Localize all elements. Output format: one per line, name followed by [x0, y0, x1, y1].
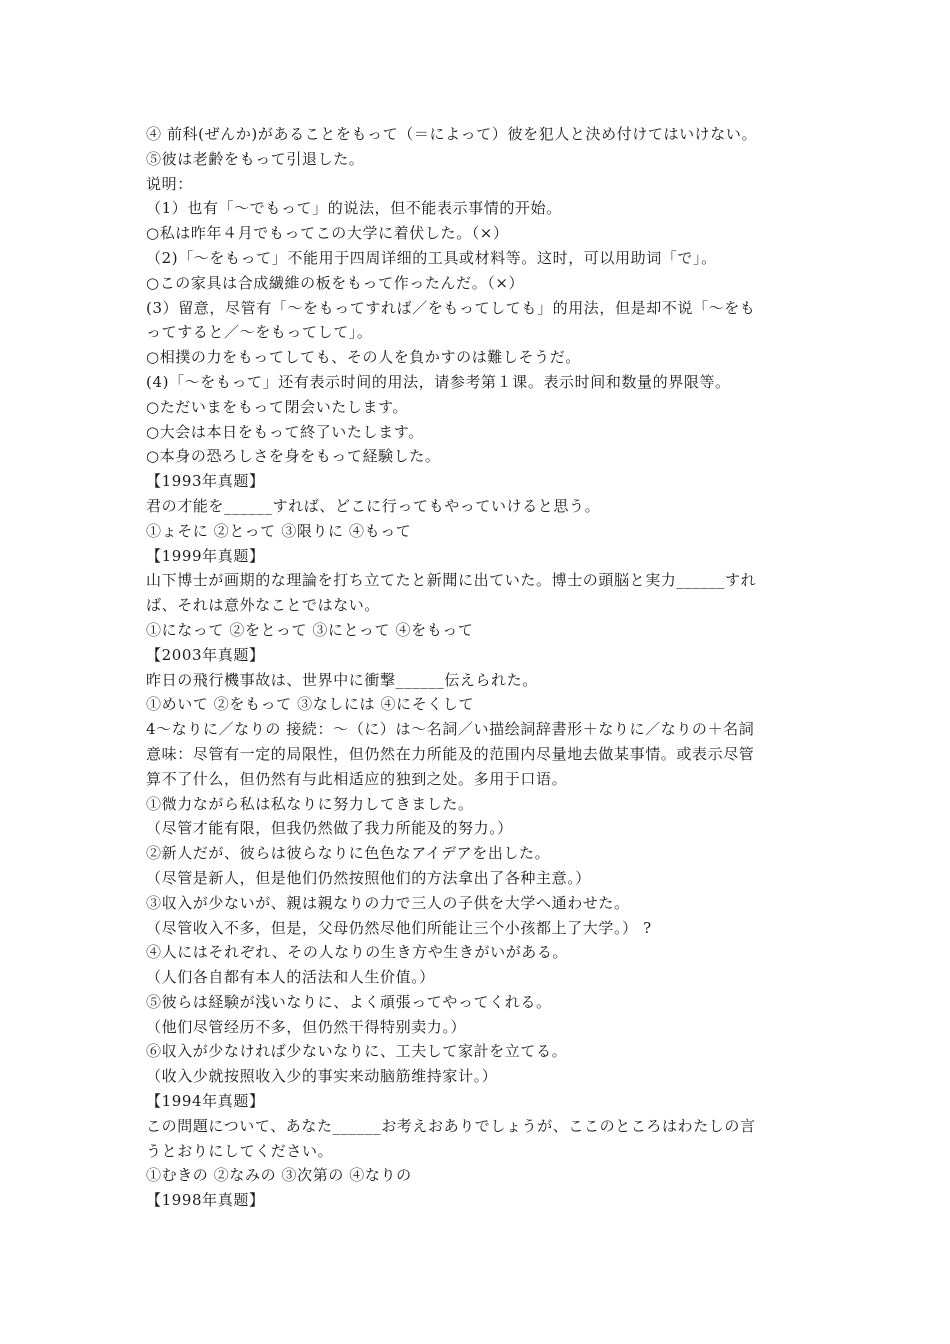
text-line: ④ 前科(ぜんか)があることをもって（＝によって）彼を犯人と決め付けてはいけない。: [146, 125, 758, 143]
text-line: ○私は昨年４月でもってこの大学に着伏した。（×）: [146, 224, 509, 243]
text-line: 说明：: [146, 174, 193, 193]
example-translation: （尽管收入不多，但是，父母仍然尽他们所能让三个小孩都上了大学。） ?: [146, 918, 652, 937]
example-sentence: ③収入が少ないが、親は親なりの力で三人の子供を大学へ通わせた。: [146, 893, 630, 912]
example-sentence: ①微力ながら私は私なりに努力してきました。: [146, 794, 474, 813]
text-line: ○ただいまをもって閉会いたします。: [146, 397, 409, 416]
document-body: [146, 122, 811, 1213]
question-text: 君の才能を______すれば、どこに行ってもやっていけると思う。: [146, 496, 601, 515]
answer-options: ①めいて ②をもって ③なしには ④にそくして: [146, 695, 475, 714]
text-line: 意味：尽管有一定的局限性，但仍然在力所能及的范围内尽量地去做某事情。或表示尽管: [146, 744, 755, 763]
text-line: ○この家具は合成繊維の板をもって作ったんだ。（×）: [146, 273, 525, 292]
section-heading: 【1998年真题】: [146, 1191, 265, 1210]
text-line: ってすると／～をもってして」。: [146, 323, 373, 342]
answer-options: ①ょそに ②とって ③限りに ④もって: [146, 521, 412, 540]
example-sentence: ⑥収入が少なければ少ないなりに、工夫して家計を立てる。: [146, 1042, 568, 1061]
section-heading: 【1993年真题】: [146, 472, 265, 491]
example-sentence: ②新人だが、彼らは彼らなりに色色なアイデアを出した。: [146, 844, 551, 863]
text-line: (4)「～をもって」还有表示时间的用法，请参考第１课。表示时间和数量的界限等。: [146, 372, 731, 391]
example-sentence: ④人にはそれぞれ、その人なりの生き方や生きがいがある。: [146, 943, 569, 962]
section-heading: 【2003年真题】: [146, 645, 265, 664]
example-sentence: ⑤彼らは経験が浅いなりに、よく頑張ってやってくれる。: [146, 992, 552, 1011]
text-line: ○大会は本日をもって終了いたします。: [146, 422, 424, 441]
text-line: 算不了什么，但仍然有与此相适应的独到之处。多用于口语。: [146, 769, 568, 788]
answer-options: ①むきの ②なみの ③次第の ④なりの: [146, 1166, 412, 1185]
section-heading: 【1999年真题】: [146, 546, 265, 565]
text-line: ⑤彼は老齢をもって引退した。: [146, 149, 365, 168]
text-line: (3）留意，尽管有「～をもってすれば／をもってしても」的用法，但是却不说「～をも: [146, 298, 756, 317]
answer-options: ①になって ②をとって ③にとって ④をもって: [146, 620, 474, 639]
question-text: 昨日の飛行機事故は、世界中に衝撃______伝えられた。: [146, 670, 538, 689]
text-line: （2)「～をもって」不能用于四周详细的工具或材料等。这时，可以用助词「で」。: [146, 248, 717, 267]
example-translation: （他们尽管经历不多，但仍然干得特别卖力。）: [146, 1017, 467, 1036]
question-text: ば、それは意外なことではない。: [146, 596, 381, 615]
example-translation: （人们各自都有本人的活法和人生价值。）: [146, 968, 435, 987]
example-translation: （收入少就按照收入少的事实来动脑筋维持家计。）: [146, 1067, 498, 1086]
example-translation: （尽管才能有限，但我仍然做了我力所能及的努力。）: [146, 819, 513, 838]
section-heading: 【1994年真题】: [146, 1092, 265, 1111]
text-line: ○相撲の力をもってしても、その人を負かすのは難しそうだ。: [146, 348, 581, 367]
question-text: うとおりにしてください。: [146, 1141, 334, 1160]
question-text: 山下博士が画期的な理論を打ち立てたと新聞に出ていた。博士の頭脳と実力______すれ: [146, 571, 757, 590]
example-translation: （尽管是新人，但是他们仍然按照他们的方法拿出了各种主意。）: [146, 868, 591, 887]
grammar-heading: 4～なりに／なりの 接続：～（に）は～名詞／い描绘詞辞書形＋なりに／なりの＋名詞: [146, 720, 755, 739]
text-line: （1）也有「～でもって」的说法，但不能表示事情的开始。: [146, 199, 562, 218]
question-text: この問題について、あなた______お考えおありでしょうが、ここのところはわたしの言: [146, 1116, 756, 1135]
text-line: ○本身の恐ろしさを身をもって経験した。: [146, 447, 441, 466]
